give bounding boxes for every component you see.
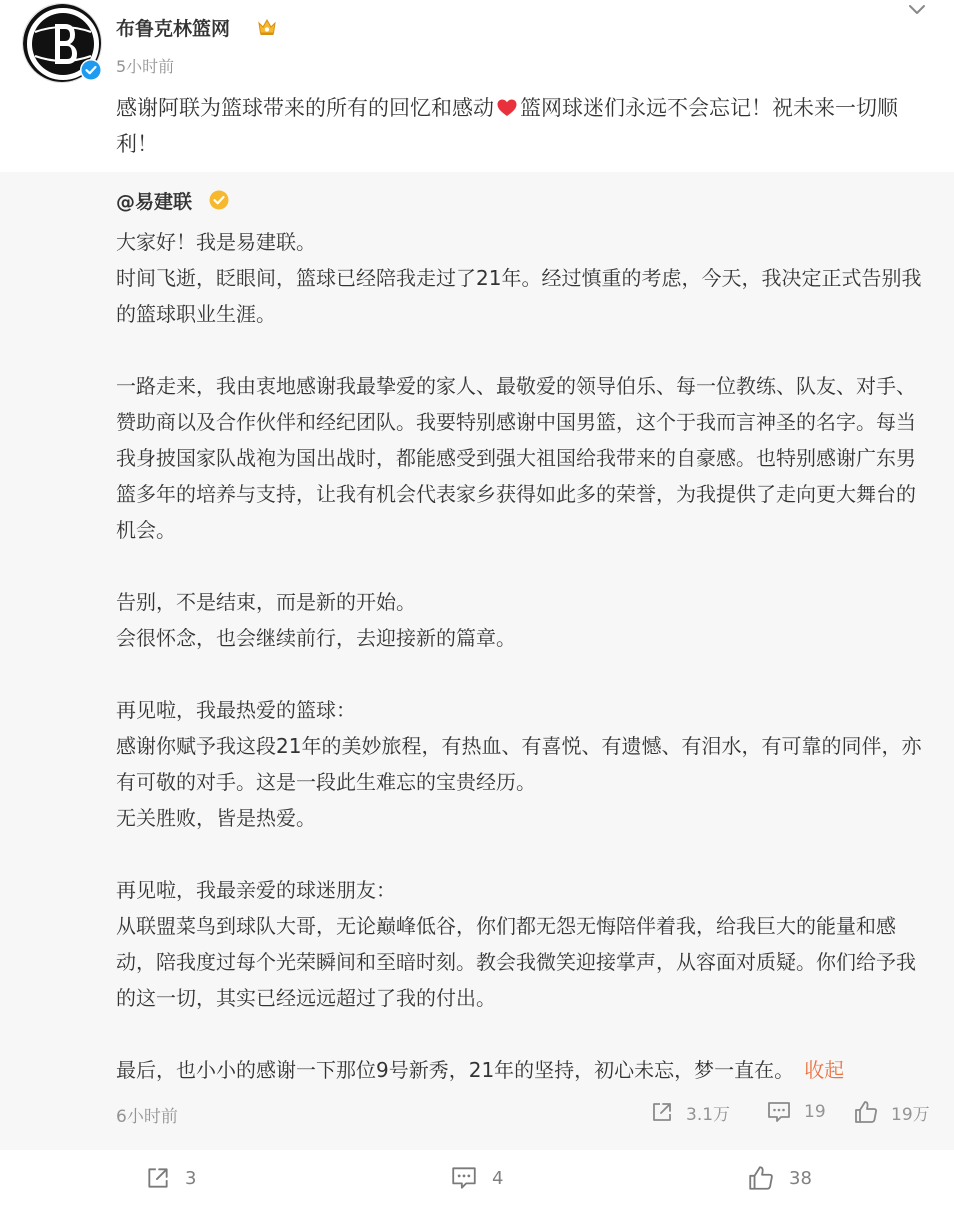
repost-stat-reposts[interactable] — [650, 1098, 730, 1126]
repost-line: 告别，不是结束，而是新的开始。 — [116, 590, 416, 614]
repost-line: 最后，也小小的感谢一下那位9号新秀，21年的坚持，初心未忘，梦一直在。 — [116, 1058, 795, 1082]
repost-stat-likes[interactable] — [853, 1098, 930, 1126]
thumbs-up-icon — [747, 1164, 775, 1192]
crown-icon[interactable] — [256, 16, 278, 38]
repost-count: 3.1万 — [686, 1104, 731, 1125]
repost-line: 再见啦，我最热爱的篮球： — [116, 698, 356, 722]
action-repost-count: 3 — [185, 1167, 197, 1189]
thumbs-up-icon — [853, 1099, 879, 1125]
paragraph-gap — [116, 548, 924, 584]
post-text — [116, 90, 920, 162]
action-bar — [0, 1150, 954, 1206]
comment-icon — [450, 1165, 478, 1191]
share-icon — [650, 1100, 674, 1124]
post-text-part: 感谢阿联为篮球带来的所有的回忆和感动 — [116, 96, 494, 120]
repost-line: 再见啦，我最亲爱的球迷朋友： — [116, 878, 396, 902]
post-time[interactable]: 5小时前 — [116, 57, 175, 76]
repost-line: 会很怀念，也会继续前行，去迎接新的篇章。 — [116, 626, 516, 650]
repost-footer — [0, 1092, 954, 1132]
repost-line: 从联盟菜鸟到球队大哥，无论巅峰低谷，你们都无怨无悔陪伴着我，给我巨大的能量和感动，陪我度过每个光荣瞬间和至暗时刻。教会我微笑迎接掌声，从容面对质疑。你们给予我的这一切，其实已经远远超过了我的付出。 — [116, 914, 916, 1010]
comment-count: 19 — [804, 1102, 826, 1122]
repost-line: 感谢你赋予我这段21年的美妙旅程，有热血、有喜悦、有遗憾、有泪水，有可靠的同伴，亦有可敬的对手。这是一段此生难忘的宝贵经历。 — [116, 734, 922, 794]
repost-line: 时间飞逝，眨眼间，篮球已经陪我走过了21年。经过慎重的考虑，今天，我决定正式告别我的篮球职业生涯。 — [116, 266, 922, 326]
like-count: 19万 — [891, 1104, 930, 1125]
paragraph-gap — [116, 332, 924, 368]
repost-author[interactable]: @易建联 — [116, 191, 193, 213]
repost-line: 无关胜败，皆是热爱。 — [116, 806, 316, 830]
repost-line: 一路走来，我由衷地感谢我最挚爱的家人、最敬爱的领导伯乐、每一位教练、队友、对手、赞助商以及合作伙伴和经纪团队。我要特别感谢中国男篮，这个于我而言神圣的名字。每当我身披国家队战袍为国出战时，都能感受到强大祖国给我带来的自豪感。也特别感谢广东男篮多年的培养与支持，让我有机会代表家乡获得如此多的荣誉，为我提供了走向更大舞台的机会。 — [116, 374, 916, 542]
paragraph-gap — [116, 836, 924, 872]
chevron-down-icon[interactable] — [904, 0, 930, 20]
reposted-post[interactable] — [0, 172, 954, 1150]
repost-button[interactable] — [145, 1164, 196, 1192]
verified-gold-icon — [208, 189, 230, 211]
paragraph-gap — [116, 656, 924, 692]
collapse-link[interactable]: 收起 — [804, 1058, 845, 1082]
like-button[interactable] — [747, 1164, 812, 1192]
repost-stat-comments[interactable] — [766, 1098, 826, 1126]
repost-time[interactable]: 6小时前 — [116, 1107, 178, 1127]
share-icon — [145, 1165, 171, 1191]
comment-button[interactable] — [450, 1164, 503, 1192]
paragraph-gap — [116, 1016, 924, 1052]
author-name[interactable]: 布鲁克林篮网 — [116, 18, 231, 40]
repost-last-line — [116, 1052, 924, 1088]
repost-text — [116, 224, 924, 1088]
post-text-part: 篮网球迷们永远不会忘记！祝未来一切顺利！ — [116, 96, 898, 156]
avatar[interactable] — [22, 3, 102, 83]
action-comment-count: 4 — [492, 1167, 504, 1189]
action-like-count: 38 — [789, 1167, 812, 1189]
repost-line: 大家好！我是易建联。 — [116, 230, 316, 254]
comment-icon — [766, 1100, 792, 1124]
red-heart-icon — [496, 93, 518, 113]
verified-badge-icon — [80, 59, 102, 81]
